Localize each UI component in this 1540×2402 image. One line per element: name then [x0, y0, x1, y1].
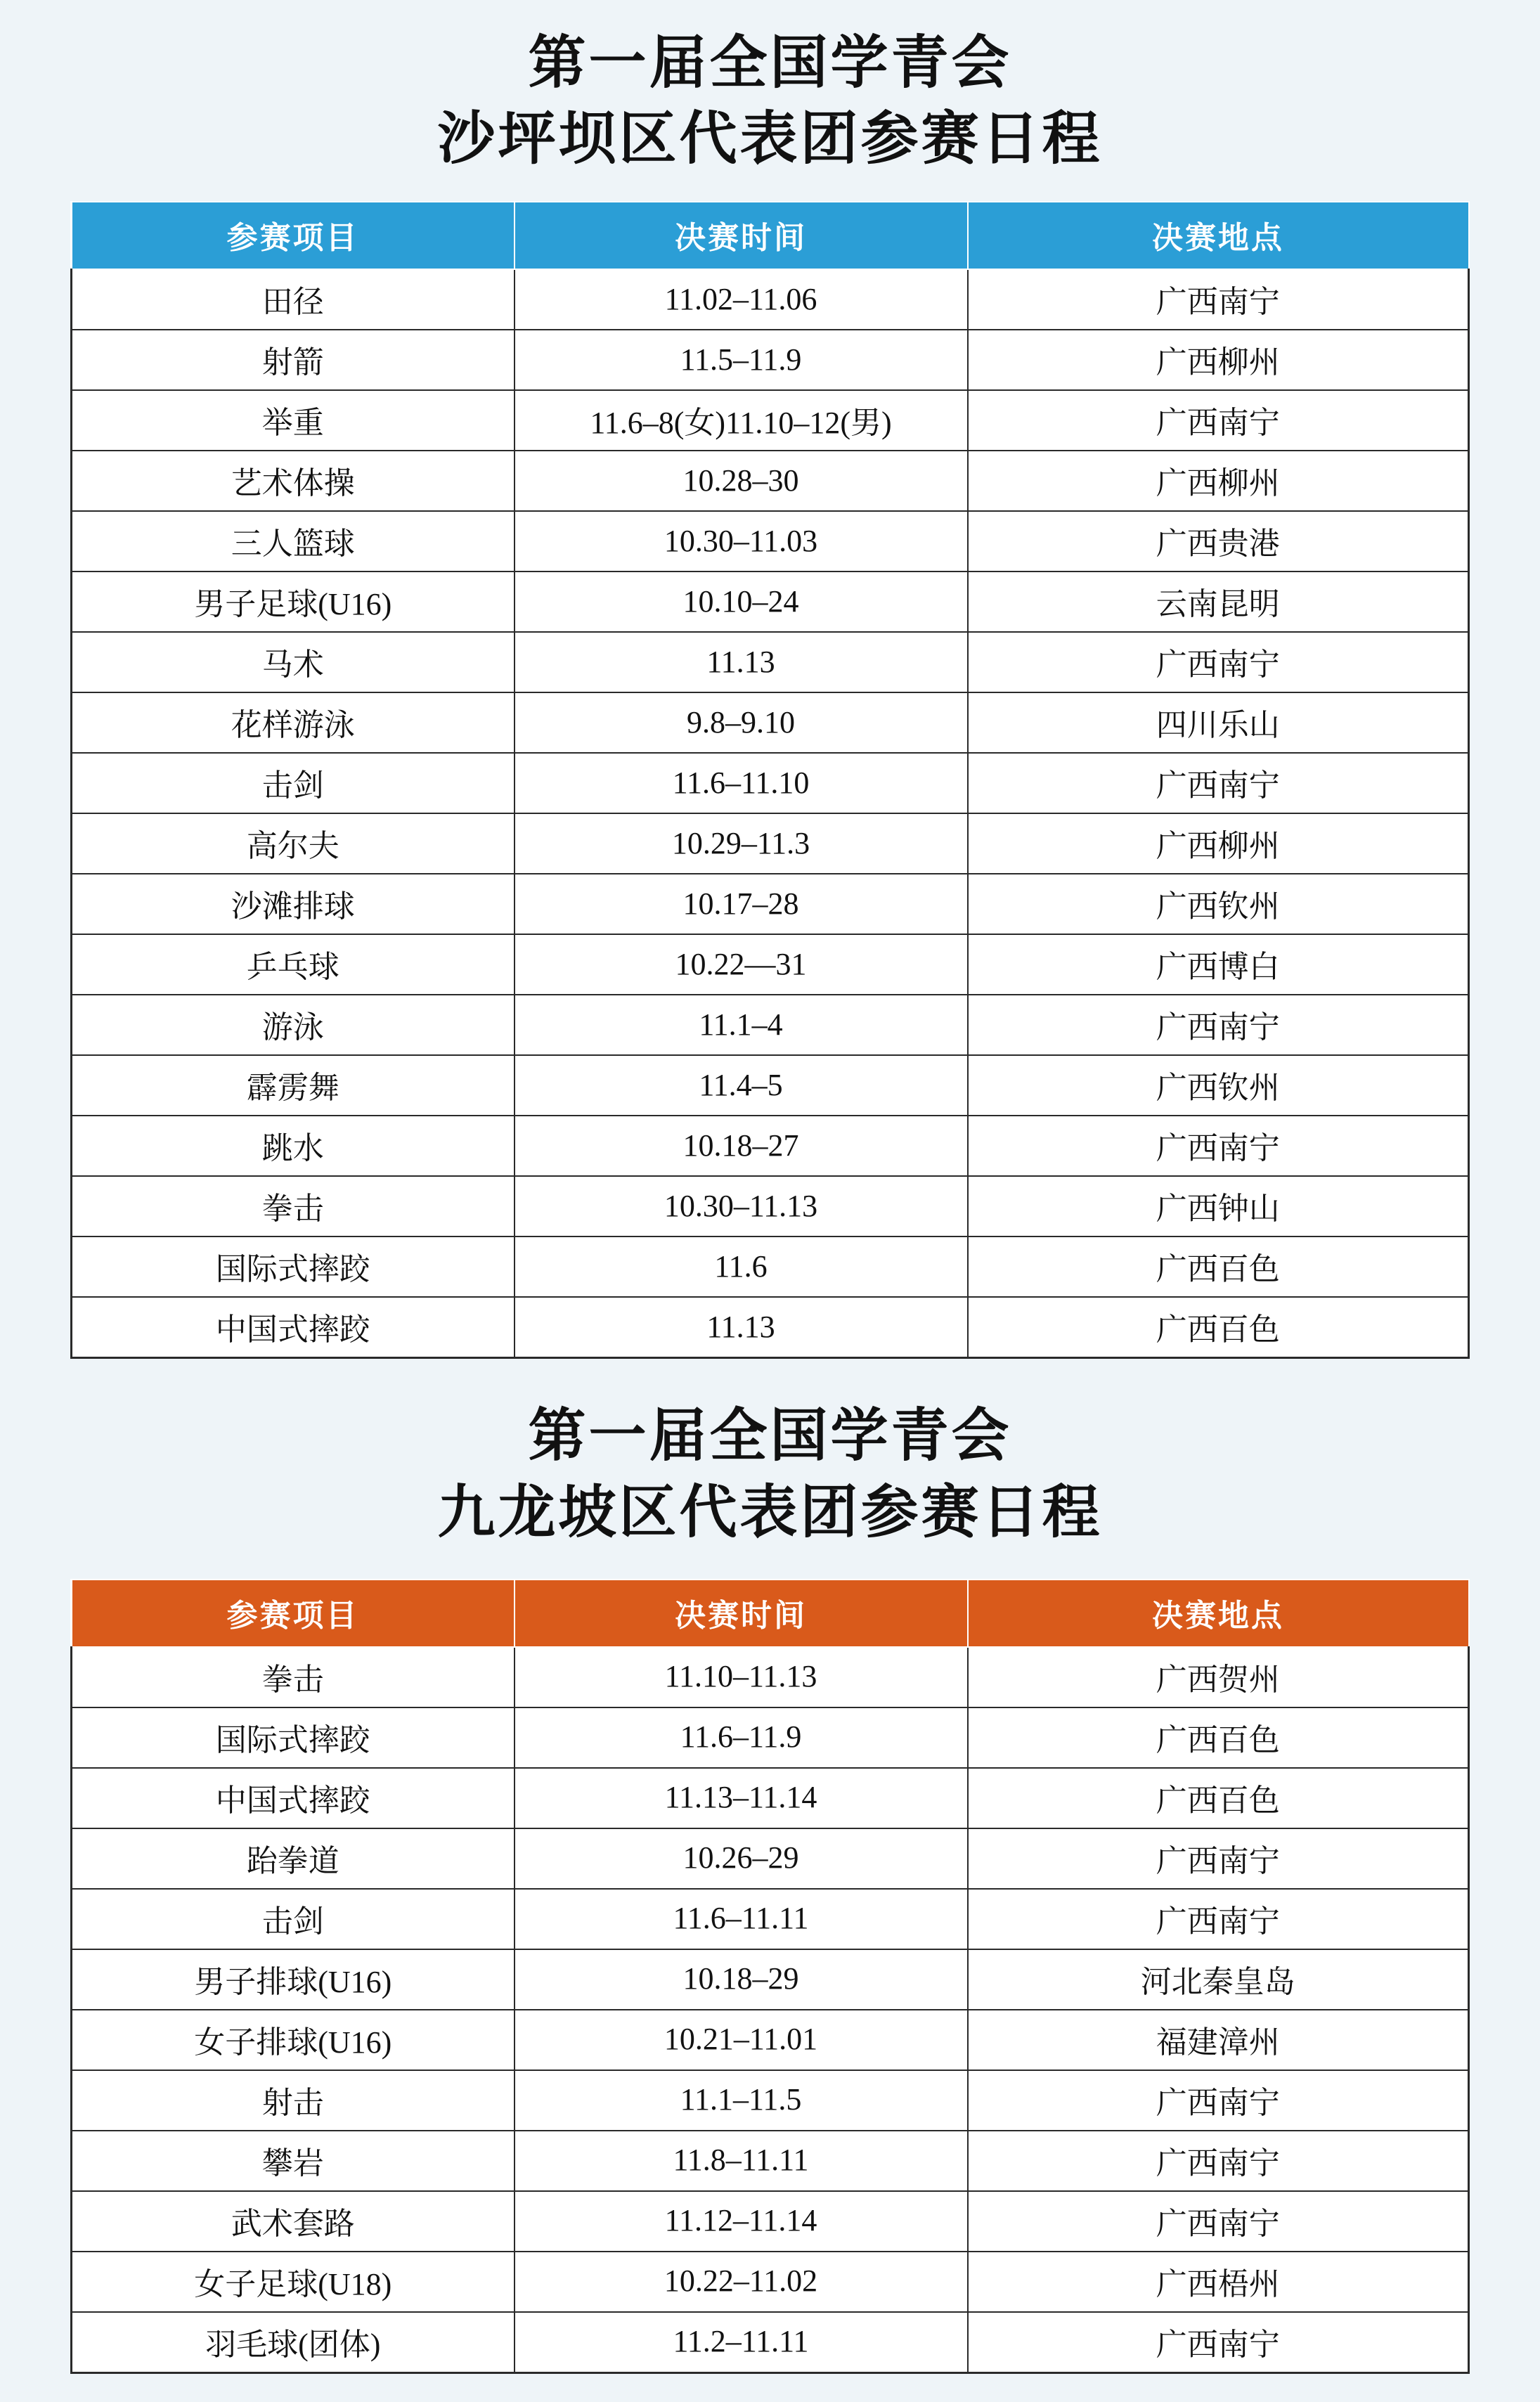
table-row	[72, 1055, 1469, 1116]
cell-final-venue: 广西百色	[968, 1768, 1469, 1828]
table-row	[72, 330, 1469, 390]
schedule-table-jiulongpo	[70, 1579, 1470, 2374]
section-title-1	[0, 0, 1540, 201]
schedule-table-body-2	[72, 1647, 1469, 2373]
cell-final-time: 10.28–30	[515, 451, 968, 511]
cell-final-time: 11.12–11.14	[515, 2191, 968, 2252]
cell-final-venue: 广西百色	[968, 1707, 1469, 1768]
cell-event: 羽毛球(团体)	[72, 2312, 515, 2373]
schedule-table-wrapper-2	[0, 1579, 1540, 2374]
cell-final-time: 11.8–11.11	[515, 2131, 968, 2191]
cell-final-venue: 广西南宁	[968, 632, 1469, 692]
cell-event: 拳击	[72, 1647, 515, 1707]
cell-event: 击剑	[72, 753, 515, 813]
cell-final-venue: 广西百色	[968, 1297, 1469, 1358]
table-row	[72, 1949, 1469, 2010]
cell-final-time: 10.10–24	[515, 572, 968, 632]
schedule-table-shapingba	[70, 201, 1470, 1359]
cell-final-time: 11.5–11.9	[515, 330, 968, 390]
column-header-final-venue: 决赛地点	[968, 202, 1469, 269]
cell-event: 射击	[72, 2070, 515, 2131]
table-row	[72, 2312, 1469, 2373]
cell-event: 花样游泳	[72, 692, 515, 753]
section-title-line-2: 沙坪坝区代表团参赛日程	[437, 107, 1103, 172]
table-row	[72, 1176, 1469, 1236]
section-title-line-2: 九龙坡区代表团参赛日程	[437, 1480, 1103, 1544]
table-row	[72, 1707, 1469, 1768]
table-row	[72, 934, 1469, 995]
table-row	[72, 874, 1469, 934]
cell-event: 国际式摔跤	[72, 1236, 515, 1297]
cell-event: 拳击	[72, 1176, 515, 1236]
table-row	[72, 1889, 1469, 1949]
table-row	[72, 511, 1469, 572]
section-title-line-1: 第一届全国学青会	[528, 31, 1012, 95]
schedule-table-body-1	[72, 269, 1469, 1358]
cell-final-time: 11.6–8(女)11.10–12(男)	[515, 390, 968, 451]
cell-final-venue: 广西南宁	[968, 753, 1469, 813]
cell-final-venue: 河北秦皇岛	[968, 1949, 1469, 2010]
table-header-row	[72, 202, 1469, 269]
table-row	[72, 1116, 1469, 1176]
cell-final-time: 11.13	[515, 1297, 968, 1358]
cell-final-venue: 广西钟山	[968, 1176, 1469, 1236]
column-header-final-venue: 决赛地点	[968, 1580, 1469, 1647]
table-row	[72, 2010, 1469, 2070]
cell-final-time: 10.22–11.02	[515, 2252, 968, 2312]
cell-event: 田径	[72, 269, 515, 330]
cell-final-venue: 广西钦州	[968, 1055, 1469, 1116]
cell-final-time: 11.1–4	[515, 995, 968, 1055]
cell-final-time: 10.29–11.3	[515, 813, 968, 874]
cell-event: 女子足球(U18)	[72, 2252, 515, 2312]
cell-event: 举重	[72, 390, 515, 451]
cell-final-venue: 广西南宁	[968, 995, 1469, 1055]
cell-final-venue: 云南昆明	[968, 572, 1469, 632]
cell-final-time: 10.18–29	[515, 1949, 968, 2010]
cell-final-venue: 广西柳州	[968, 813, 1469, 874]
cell-final-time: 11.2–11.11	[515, 2312, 968, 2373]
section-title-line-1: 第一届全国学青会	[528, 1404, 1012, 1468]
cell-final-time: 10.17–28	[515, 874, 968, 934]
cell-event: 武术套路	[72, 2191, 515, 2252]
table-row	[72, 572, 1469, 632]
cell-final-venue: 广西南宁	[968, 1828, 1469, 1889]
cell-final-time: 10.21–11.01	[515, 2010, 968, 2070]
table-row	[72, 2191, 1469, 2252]
cell-final-venue: 广西梧州	[968, 2252, 1469, 2312]
schedule-table-wrapper-1	[0, 201, 1540, 1359]
cell-final-time: 11.6–11.10	[515, 753, 968, 813]
cell-final-venue: 广西钦州	[968, 874, 1469, 934]
cell-final-time: 11.6	[515, 1236, 968, 1297]
table-row	[72, 2070, 1469, 2131]
cell-final-venue: 广西南宁	[968, 1889, 1469, 1949]
table-row	[72, 1236, 1469, 1297]
table-row	[72, 1647, 1469, 1707]
cell-final-venue: 广西南宁	[968, 2191, 1469, 2252]
cell-final-venue: 广西百色	[968, 1236, 1469, 1297]
cell-final-venue: 福建漳州	[968, 2010, 1469, 2070]
table-row	[72, 813, 1469, 874]
cell-final-time: 9.8–9.10	[515, 692, 968, 753]
cell-final-time: 10.22—31	[515, 934, 968, 995]
cell-final-venue: 广西南宁	[968, 269, 1469, 330]
column-header-final-time: 决赛时间	[515, 202, 968, 269]
cell-event: 艺术体操	[72, 451, 515, 511]
cell-event: 男子排球(U16)	[72, 1949, 515, 2010]
cell-event: 跆拳道	[72, 1828, 515, 1889]
table-row	[72, 269, 1469, 330]
table-row	[72, 1828, 1469, 1889]
cell-final-time: 11.4–5	[515, 1055, 968, 1116]
cell-event: 高尔夫	[72, 813, 515, 874]
cell-event: 击剑	[72, 1889, 515, 1949]
cell-event: 中国式摔跤	[72, 1297, 515, 1358]
cell-final-venue: 广西南宁	[968, 390, 1469, 451]
cell-event: 乒乓球	[72, 934, 515, 995]
table-row	[72, 2131, 1469, 2191]
cell-event: 女子排球(U16)	[72, 2010, 515, 2070]
cell-event: 三人篮球	[72, 511, 515, 572]
table-row	[72, 1768, 1469, 1828]
table-row	[72, 1297, 1469, 1358]
cell-final-time: 10.30–11.13	[515, 1176, 968, 1236]
cell-event: 中国式摔跤	[72, 1768, 515, 1828]
cell-final-venue: 广西贺州	[968, 1647, 1469, 1707]
table-header-row	[72, 1580, 1469, 1647]
table-row	[72, 632, 1469, 692]
table-row	[72, 2252, 1469, 2312]
column-header-event: 参赛项目	[72, 1580, 515, 1647]
cell-event: 射箭	[72, 330, 515, 390]
cell-event: 国际式摔跤	[72, 1707, 515, 1768]
cell-event: 男子足球(U16)	[72, 572, 515, 632]
cell-event: 马术	[72, 632, 515, 692]
cell-final-time: 11.02–11.06	[515, 269, 968, 330]
cell-final-venue: 广西贵港	[968, 511, 1469, 572]
cell-final-venue: 四川乐山	[968, 692, 1469, 753]
cell-final-venue: 广西柳州	[968, 451, 1469, 511]
column-header-event: 参赛项目	[72, 202, 515, 269]
cell-final-time: 10.30–11.03	[515, 511, 968, 572]
cell-final-time: 10.26–29	[515, 1828, 968, 1889]
cell-final-time: 11.1–11.5	[515, 2070, 968, 2131]
cell-final-time: 11.13	[515, 632, 968, 692]
cell-final-time: 10.18–27	[515, 1116, 968, 1176]
table-row	[72, 390, 1469, 451]
cell-final-time: 11.13–11.14	[515, 1768, 968, 1828]
cell-event: 霹雳舞	[72, 1055, 515, 1116]
cell-final-time: 11.10–11.13	[515, 1647, 968, 1707]
cell-final-time: 11.6–11.9	[515, 1707, 968, 1768]
cell-event: 跳水	[72, 1116, 515, 1176]
cell-final-time: 11.6–11.11	[515, 1889, 968, 1949]
section-title-2	[0, 1359, 1540, 1578]
cell-event: 攀岩	[72, 2131, 515, 2191]
cell-event: 游泳	[72, 995, 515, 1055]
cell-final-venue: 广西南宁	[968, 2131, 1469, 2191]
cell-final-venue: 广西柳州	[968, 330, 1469, 390]
table-row	[72, 753, 1469, 813]
cell-final-venue: 广西南宁	[968, 2070, 1469, 2131]
column-header-final-time: 决赛时间	[515, 1580, 968, 1647]
cell-final-venue: 广西南宁	[968, 2312, 1469, 2373]
cell-final-venue: 广西南宁	[968, 1116, 1469, 1176]
table-row	[72, 995, 1469, 1055]
table-row	[72, 451, 1469, 511]
table-row	[72, 692, 1469, 753]
cell-final-venue: 广西博白	[968, 934, 1469, 995]
cell-event: 沙滩排球	[72, 874, 515, 934]
